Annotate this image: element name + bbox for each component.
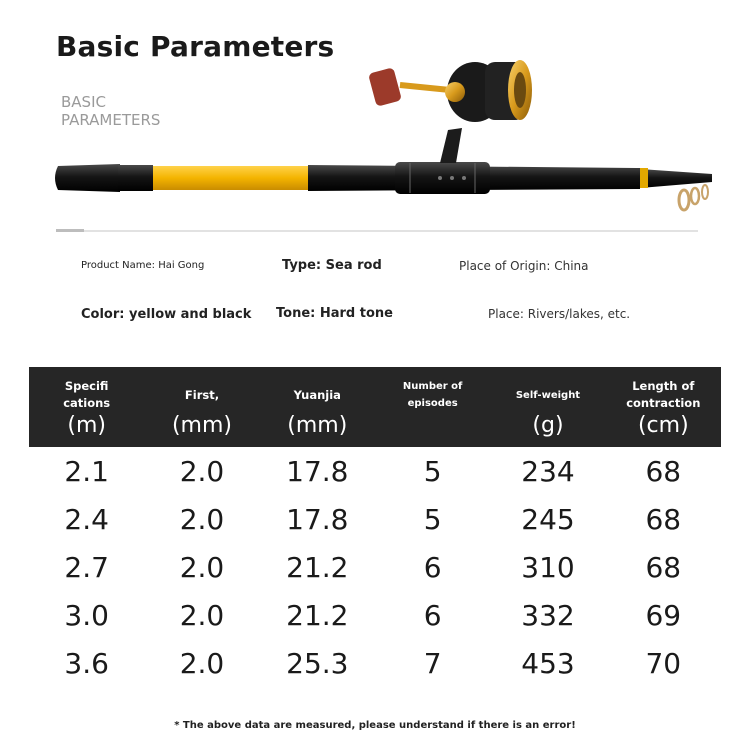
product-color: Color: yellow and black [81,307,252,322]
table-cell: 6 [423,598,442,632]
header-label: Self-weight [515,389,581,401]
table-cell: 5 [423,454,442,488]
header-unit: (mm) [171,413,232,438]
table-cell: 3.0 [64,598,109,632]
header-unit: (m) [67,413,106,438]
table-cell: 453 [521,646,575,680]
header-label: Yuanjia [293,387,341,402]
table-cell: 2.4 [64,502,109,536]
header-label: First, [184,387,220,402]
table-cell: 2.7 [64,550,109,584]
header-label: Length of contraction [626,379,701,410]
header-contraction [606,367,721,447]
table-row [29,447,721,495]
header-label: Specifi cations [63,379,111,410]
divider-accent [56,229,84,232]
table-cell: 6 [423,550,442,584]
product-place: Place: Rivers/lakes, etc. [488,307,631,321]
table-cell: 69 [645,598,682,632]
header-specifications [29,367,144,447]
table-cell: 17.8 [286,454,349,488]
table-header [29,367,721,447]
header-unit: (cm) [637,413,689,438]
header-yuanjia [260,367,375,447]
table-cell: 2.0 [179,550,225,584]
table-cell: 310 [521,550,575,584]
table-cell: 234 [521,454,575,488]
section-divider [56,230,698,232]
table-row [29,495,721,543]
table-cell: 21.2 [286,598,349,632]
table-cell: 2.0 [179,598,225,632]
table-cell: 68 [645,502,682,536]
product-name: Product Name: Hai Gong [81,260,205,271]
product-origin: Place of Origin: China [459,259,589,273]
subtitle-line-2: PARAMETERS [61,111,161,129]
table-cell: 7 [423,646,442,680]
fishing-rod-image [0,40,750,230]
table-cell: 17.8 [286,502,349,536]
table-cell: 21.2 [286,550,349,584]
table-cell: 2.1 [64,454,109,488]
table-cell: 332 [521,598,575,632]
table-cell: 5 [423,502,442,536]
product-tone: Tone: Hard tone [276,306,393,321]
header-unit: (g) [532,413,564,438]
specifications-table [29,367,721,687]
page-title: Basic Parameters [56,30,335,63]
subtitle-line-1: BASIC [61,93,106,111]
header-episodes [375,367,490,447]
footer-note: * The above data are measured, please understand if there is an error! [174,720,576,731]
table-cell: 3.6 [64,646,109,680]
table-row [29,543,721,591]
table-row [29,591,721,639]
header-unit: (mm) [287,413,348,438]
product-type: Type: Sea rod [282,258,382,273]
table-cell: 68 [645,454,682,488]
table-cell: 2.0 [179,502,225,536]
table-cell: 2.0 [179,646,225,680]
table-cell: 245 [521,502,575,536]
table-cell: 70 [645,646,682,680]
table-row [29,639,721,687]
header-first [144,367,259,447]
table-cell: 2.0 [179,454,225,488]
header-label: Number of episodes [402,381,463,409]
table-body [29,447,721,687]
table-cell: 25.3 [286,646,349,680]
table-cell: 68 [645,550,682,584]
header-self-weight [490,367,605,447]
